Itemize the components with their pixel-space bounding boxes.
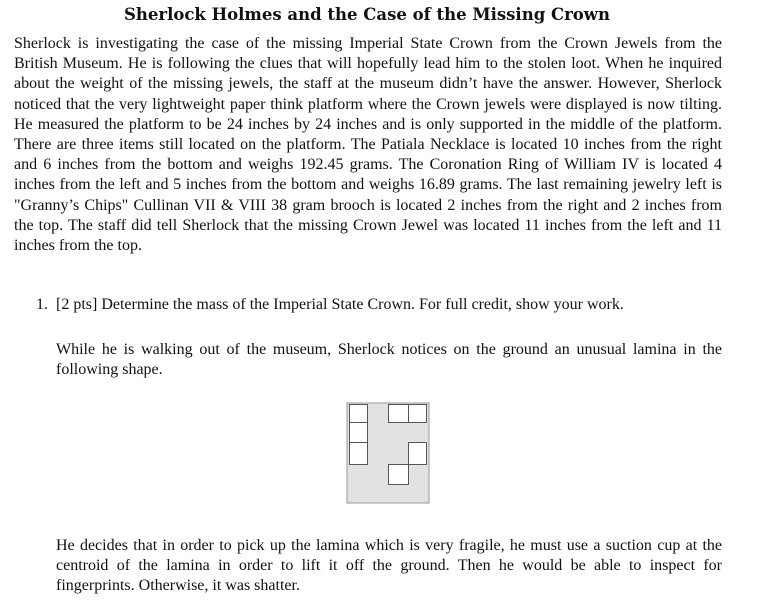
lamina-paragraph: While he is walking out of the museum, Sherlock notices on the ground an unusual lamina in the following shape. <box>56 341 722 379</box>
document-title: Sherlock Holmes and the Case of the Missing Crown <box>123 5 611 24</box>
cutout-left-1 <box>350 405 368 423</box>
cutout-mid-right <box>409 443 427 465</box>
cutout-left-2 <box>350 423 368 443</box>
question-text: [2 pts] Determine the mass of the Imperial State Crown. For full credit, show your work. <box>56 296 624 313</box>
closing-paragraph: He decides that in order to pick up the lamina which is very fragile, he must use a suction cup at the centroid of the lamina in order to lift it off the ground. Then he would be able to inspect for fingerprints. Otherwise, it was shatter. <box>56 537 722 595</box>
question-1 <box>36 295 736 315</box>
intro-paragraph: Sherlock is investigating the case of the missing Imperial State Crown from the Crown Jewels from the British Museum. He is following the clues that will hopefully lead him to the stolen loot. When he inquired about the weight of the missing jewels, the staff at the museum didn’t have the answer. However, Sherlock noticed that the very lightweight paper think platform where the Crown jewels were displayed is now tilting. He measured the platform to be 24 inches by 24 inches and is only supported in the middle of the platform. There are three items still located on the platform. The Patiala Necklace is located 10 inches from the right and 6 inches from the bottom and weighs 192.45 grams. The Coronation Ring of William IV is located 4 inches from the left and 5 inches from the bottom and weighs 16.89 grams. The last remaining jewelry left is "Granny’s Chips" Cullinan VII & VIII 38 gram brooch is located 2 inches from the right and 2 inches from the top. The staff did tell Sherlock that the missing Crown Jewel was located 11 inches from the left and 11 inches from the top. <box>14 35 722 255</box>
cutout-top-right-2 <box>409 405 427 423</box>
question-number: 1. <box>36 296 48 313</box>
cutout-bottom-middle <box>389 465 409 485</box>
cutout-top-right-1 <box>389 405 409 423</box>
cutout-left-3 <box>350 443 368 465</box>
lamina-figure <box>346 402 430 504</box>
